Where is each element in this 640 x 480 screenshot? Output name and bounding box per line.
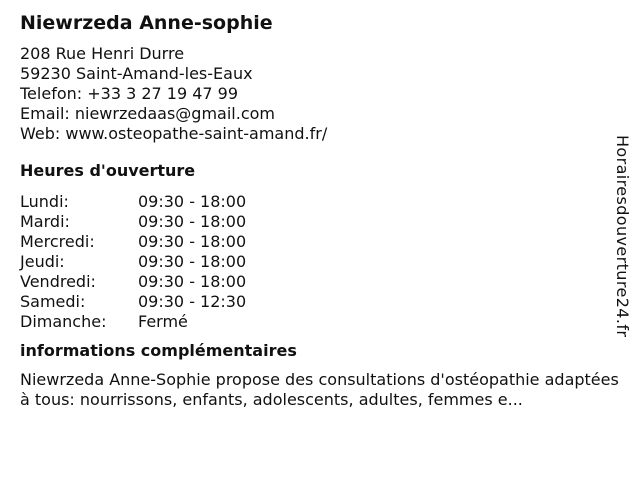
- site-watermark: Horairesdouverture24.fr: [613, 135, 632, 338]
- hours-row-tuesday: [20, 212, 620, 232]
- hours-time: 09:30 - 18:00: [138, 272, 247, 291]
- business-name: Niewrzeda Anne-sophie: [20, 12, 273, 34]
- hours-day: Samedi:: [20, 292, 86, 311]
- email-line[interactable]: Email: niewrzedaas@gmail.com: [20, 104, 275, 123]
- hours-time: 09:30 - 18:00: [138, 252, 247, 271]
- hours-time: Fermé: [138, 312, 188, 331]
- address-city: 59230 Saint-Amand-les-Eaux: [20, 64, 253, 83]
- hours-day: Dimanche:: [20, 312, 107, 331]
- opening-hours-table: [20, 192, 620, 332]
- opening-hours-title: Heures d'ouverture: [20, 161, 196, 180]
- business-card: [20, 10, 620, 410]
- hours-day: Mercredi:: [20, 232, 95, 251]
- hours-time: 09:30 - 18:00: [138, 212, 247, 231]
- hours-row-monday: [20, 192, 620, 212]
- website-line[interactable]: Web: www.osteopathe-saint-amand.fr/: [20, 124, 328, 143]
- phone-line[interactable]: Telefon: +33 3 27 19 47 99: [20, 84, 239, 103]
- hours-time: 09:30 - 18:00: [138, 192, 247, 211]
- additional-info-text: Niewrzeda Anne-Sophie propose des consultations d'ostéopathie adaptées à tous: nourrissons, enfants, adolescents, adultes, femmes e...: [20, 370, 619, 409]
- address-street: 208 Rue Henri Durre: [20, 44, 185, 63]
- hours-day: Mardi:: [20, 212, 70, 231]
- hours-day: Vendredi:: [20, 272, 96, 291]
- hours-time: 09:30 - 12:30: [138, 292, 247, 311]
- hours-day: Jeudi:: [20, 252, 65, 271]
- hours-day: Lundi:: [20, 192, 69, 211]
- additional-info-title: informations complémentaires: [20, 341, 297, 360]
- hours-time: 09:30 - 18:00: [138, 232, 247, 251]
- hours-row-sunday: [20, 312, 620, 332]
- hours-row-thursday: [20, 252, 620, 272]
- hours-row-friday: [20, 272, 620, 292]
- hours-row-saturday: [20, 292, 620, 312]
- hours-row-wednesday: [20, 232, 620, 252]
